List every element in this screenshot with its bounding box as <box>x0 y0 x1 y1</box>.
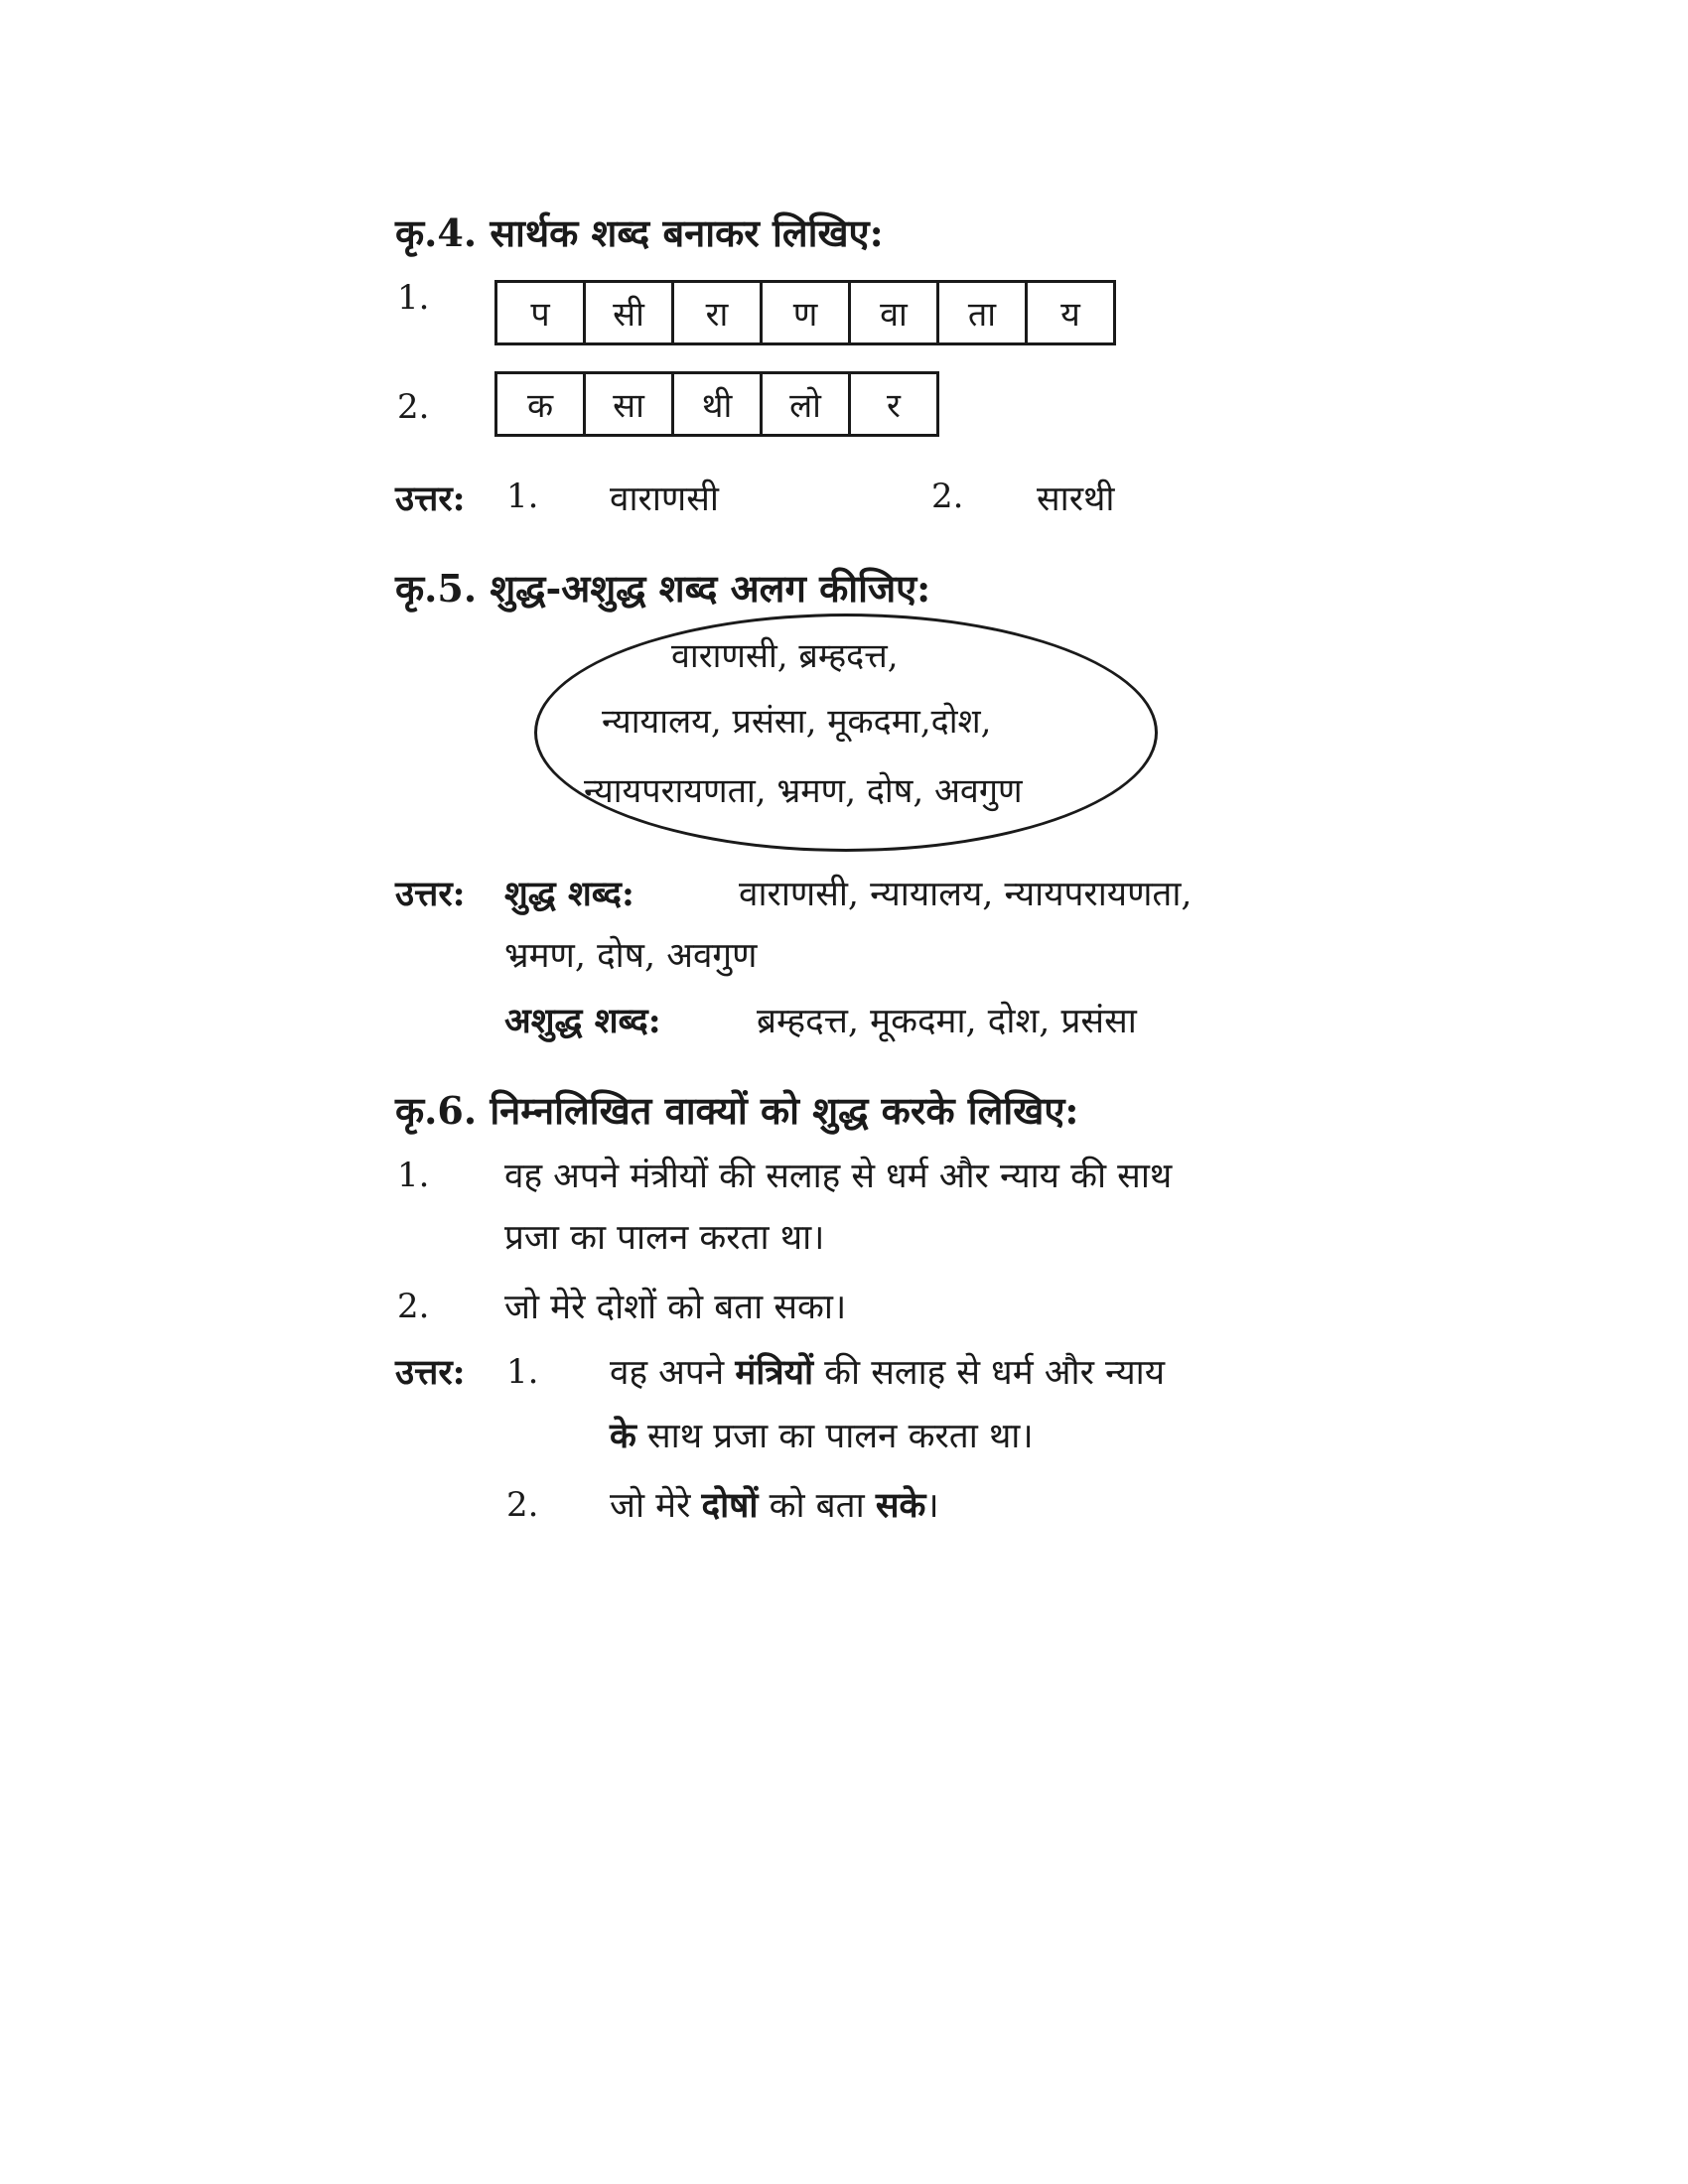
corrected-word: सके <box>875 1485 926 1526</box>
q6-item1-number: 1. <box>397 1156 430 1195</box>
letter-cell: क <box>526 386 554 426</box>
q4-item2-letter-grid <box>494 371 939 437</box>
q6-item2-line1: जो मेरे दोशों को बता सका। <box>504 1288 847 1327</box>
q4-answer1-number: 1. <box>506 477 539 516</box>
q4-answer1-text: वाराणसी <box>610 479 719 519</box>
corrected-word: दोषों <box>701 1485 759 1526</box>
letter-cell: ण <box>760 283 848 342</box>
q6-answer1-number: 1. <box>506 1352 539 1392</box>
q6-item1-line1: वह अपने मंत्रीयों की सलाह से धर्म और न्याय की साथ <box>504 1157 1173 1196</box>
q4-heading: कृ.4. सार्थक शब्द बनाकर लिखिए: <box>395 210 884 255</box>
q4-answer2-number: 2. <box>931 477 964 516</box>
letter-cell: रा <box>671 283 760 342</box>
q6-item2-number: 2. <box>397 1287 430 1326</box>
letter-cell: सी <box>583 283 671 342</box>
q6-answer1-line2 <box>610 1412 1034 1458</box>
answer-text: जो मेरे <box>610 1486 702 1526</box>
answer-text: साथ प्रजा का पालन करता था। <box>635 1417 1034 1456</box>
q5-incorrect-words: ब्रम्हदत्त, मूकदमा, दोश, प्रसंसा <box>757 1002 1137 1041</box>
q5-correct-words-line1: वाराणसी, न्यायालय, न्यायपरायणता, <box>739 875 1193 914</box>
q4-item1-letter-grid <box>494 280 1116 345</box>
q5-correct-words-line2: भ्रमण, दोष, अवगुण <box>504 936 758 976</box>
answer-text: वह अपने <box>610 1353 736 1393</box>
letter-cell: र <box>848 374 936 434</box>
q5-correct-label: शुद्ध शब्द: <box>504 874 634 914</box>
letter-cell: थी <box>671 374 760 434</box>
q5-answer-label: उत्तर: <box>395 874 466 914</box>
ellipse-line-2: न्यायालय, प्रसंसा, मूकदमा,दोश, <box>602 702 992 742</box>
q6-answer-label: उत्तर: <box>395 1352 466 1393</box>
letter-cell: य <box>1025 283 1113 342</box>
letter-cell: ता <box>936 283 1025 342</box>
q4-item2-number: 2. <box>397 387 430 427</box>
q4-item1-number: 1. <box>397 278 430 318</box>
q6-answer1-line1 <box>610 1348 1165 1395</box>
q6-answer2-number: 2. <box>506 1485 539 1525</box>
letter-cell: वा <box>848 283 936 342</box>
q6-item1-line2: प्रजा का पालन करता था। <box>504 1218 825 1258</box>
letter-cell: लो <box>760 374 848 434</box>
q5-heading: कृ.5. शुद्ध-अशुद्ध शब्द अलग कीजिए: <box>395 566 931 611</box>
answer-text: की सलाह से धर्म और न्याय <box>813 1353 1165 1393</box>
corrected-word: मंत्रियों <box>735 1352 814 1393</box>
q4-answer2-text: सारथी <box>1037 479 1115 519</box>
q5-incorrect-label: अशुद्ध शब्द: <box>504 1001 661 1041</box>
q6-answer2-line <box>610 1481 939 1528</box>
letter-cell: सा <box>583 374 671 434</box>
q6-heading: कृ.6. निम्नलिखित वाक्यों को शुद्ध करके लिखिए: <box>395 1088 1079 1133</box>
q4-answer-label: उत्तर: <box>395 478 466 519</box>
letter-cell: प <box>530 295 550 335</box>
answer-text: को बता <box>758 1486 876 1526</box>
answer-text: । <box>925 1486 939 1526</box>
ellipse-line-3: न्यायपरायणता, भ्रमण, दोष, अवगुण <box>584 771 1023 811</box>
ellipse-line-1: वाराणसी, ब्रम्हदत्त, <box>671 636 899 676</box>
corrected-word: के <box>610 1416 636 1456</box>
